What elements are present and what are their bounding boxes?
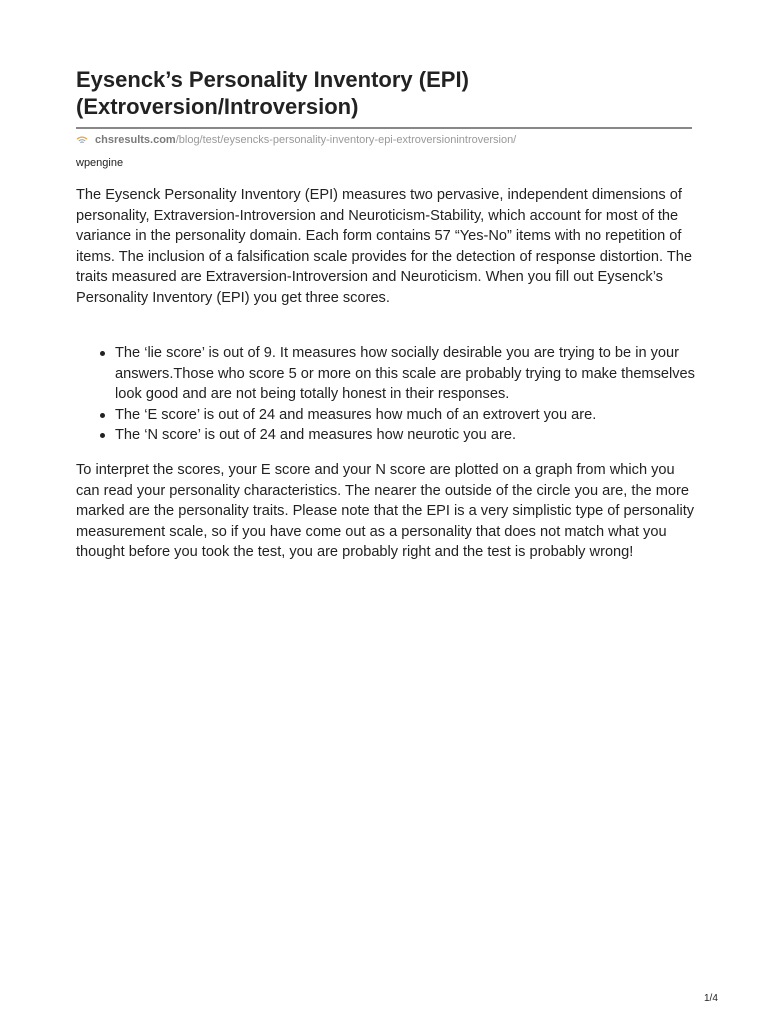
intro-paragraph: The Eysenck Personality Inventory (EPI) measures two pervasive, independent dimensions of personality, Extraversion-Introversion and Neuroticism-Stability, which account for most of the variance in the personality domain. Each form contains 57 “Yes-No” items with no repetition of items. The inclusion of a falsification scale provides for the detection of response distortion. The traits measured are Extraversion-Introversion and Neuroticism. When you fill out Eysenck’s Personality Inventory (EPI) you get three scores. [76,187,692,306]
source-line [76,133,692,147]
list-item [115,405,696,426]
page-number: 1/4 [704,993,718,1004]
list-item [115,343,696,405]
list-item-text: The ‘E score’ is out of 24 and measures how much of an extrovert you are. [115,406,597,423]
score-list [76,343,696,446]
page-title: Eysenck’s Personality Inventory (EPI) (Extroversion/Introversion) [76,67,469,119]
source-domain-link[interactable]: chsresults.com [95,134,176,146]
document-page [76,0,695,1024]
wifi-icon [76,135,88,145]
bullet-icon [100,433,105,438]
title-divider [76,127,692,129]
bullet-icon [100,413,105,418]
bullet-icon [100,351,105,356]
list-item [115,425,696,446]
list-item-text: The ‘lie score’ is out of 9. It measures how socially desirable you are trying to be in your answers.Those who score 5 or more on this scale are probably trying to make themselves look good and are not being totally honest in their responses. [115,345,695,403]
closing-paragraph: To interpret the scores, your E score and your N score are plotted on a graph from which you can read your personality characteristics. The nearer the outside of the circle you are, the more marked are the personality traits. Please note that the EPI is a very simplistic type of personality measurement scale, so if you have come out as a personality that does not match what you thought before you took the test, you are probably right and the test is probably wrong! [76,462,695,561]
author-name: wpengine [76,157,124,169]
source-path-link[interactable]: /blog/test/eysencks-personality-inventory-epi-extroversionintroversion/ [175,134,517,146]
list-item-text: The ‘N score’ is out of 24 and measures how neurotic you are. [115,427,516,444]
